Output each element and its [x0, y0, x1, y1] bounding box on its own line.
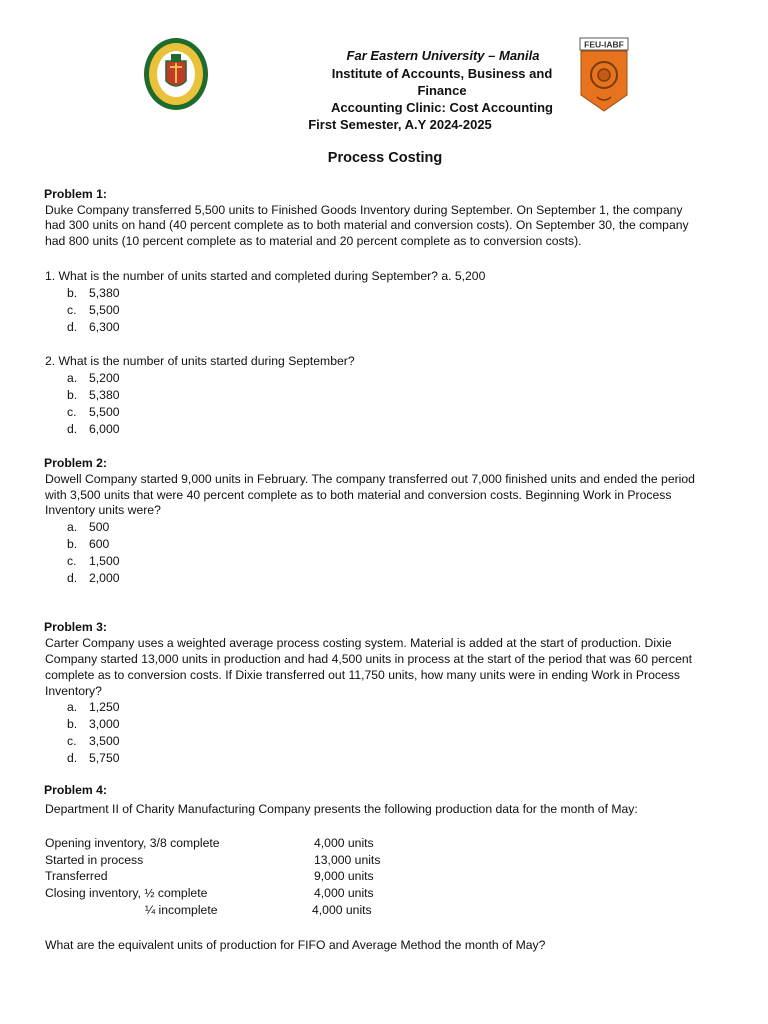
problem-1-text-line: had 300 units on hand (40 percent complete as to both material and conversion costs). On September 30, the company	[45, 218, 689, 232]
option-value: 5,380	[89, 388, 120, 402]
problem-2-text-line: with 3,500 units that were 40 percent complete as to both material and conversion costs. Beginning Work in Process	[45, 488, 672, 502]
option-value: 5,750	[89, 751, 120, 765]
option-letter: a.	[67, 520, 78, 534]
problem-3-text-line: complete as to conversion costs. If Dixie transferred out 11,750 units, how many units were in ending Work in Process	[45, 668, 680, 682]
option-letter: d.	[67, 571, 78, 585]
option-letter: b.	[67, 717, 78, 731]
feu-iabf-logo	[579, 37, 629, 112]
problem-1-text-line: had 800 units (10 percent complete as to material and 20 percent complete as to conversion costs).	[45, 234, 582, 248]
problem-3-text-line: Company started 13,000 units in production and had 4,500 units in process at the start of the period that was 60 percent	[45, 652, 693, 666]
problem-4-question: What are the equivalent units of production for FIFO and Average Method the month of May?	[45, 938, 546, 952]
option-value: 3,500	[89, 734, 120, 748]
option-letter: c.	[67, 405, 77, 419]
option-value: 6,300	[89, 320, 120, 334]
production-row-label: Opening inventory, 3/8 complete	[45, 836, 220, 850]
option-value: 5,500	[89, 303, 120, 317]
problem-1-text-line: Duke Company transferred 5,500 units to Finished Goods Inventory during September. On September 1, the company	[45, 203, 683, 217]
production-row-label: ¼ incomplete	[145, 903, 218, 917]
problem-2-text-line: Inventory units were?	[45, 503, 161, 517]
university-name: Far Eastern University – Manila	[346, 48, 540, 63]
option-letter: d.	[67, 422, 78, 436]
feu-seal-logo	[143, 37, 209, 111]
option-value: 2,000	[89, 571, 120, 585]
feu-iabf-label: FEU-IABF	[584, 39, 624, 50]
question-1-stem: 1. What is the number of units started and completed during September? a. 5,200	[45, 269, 486, 283]
option-value: 600	[89, 537, 110, 551]
clinic-title: Accounting Clinic: Cost Accounting	[331, 100, 553, 115]
production-row-value: 4,000 units	[314, 836, 374, 850]
production-row-value: 4,000 units	[314, 886, 374, 900]
option-value: 5,380	[89, 286, 120, 300]
problem-3-heading: Problem 3:	[44, 620, 107, 634]
option-letter: c.	[67, 734, 77, 748]
option-letter: b.	[67, 286, 78, 300]
option-letter: c.	[67, 303, 77, 317]
option-value: 500	[89, 520, 110, 534]
option-letter: a.	[67, 700, 78, 714]
problem-4-heading: Problem 4:	[44, 783, 107, 797]
option-letter: c.	[67, 554, 77, 568]
option-letter: d.	[67, 751, 78, 765]
problem-4-intro: Department II of Charity Manufacturing Company presents the following production data for the month of May:	[45, 802, 638, 816]
institute-line-2: Finance	[417, 83, 467, 98]
option-value: 5,200	[89, 371, 120, 385]
problem-3-text-line: Carter Company uses a weighted average process costing system. Material is added at the start of production. Dixie	[45, 636, 672, 650]
problem-2-heading: Problem 2:	[44, 456, 107, 470]
production-row-value: 4,000 units	[312, 903, 372, 917]
question-2-stem: 2. What is the number of units started during September?	[45, 354, 355, 368]
option-letter: d.	[67, 320, 78, 334]
production-row-label: Transferred	[45, 869, 108, 883]
problem-2-text-line: Dowell Company started 9,000 units in February. The company transferred out 7,000 finished units and ended the period	[45, 472, 695, 486]
option-value: 6,000	[89, 422, 120, 436]
option-value: 1,250	[89, 700, 120, 714]
production-row-label: Closing inventory, ½ complete	[45, 886, 208, 900]
option-letter: b.	[67, 388, 78, 402]
production-row-value: 13,000 units	[314, 853, 381, 867]
option-value: 3,000	[89, 717, 120, 731]
option-letter: b.	[67, 537, 78, 551]
problem-1-heading: Problem 1:	[44, 187, 107, 201]
semester: First Semester, A.Y 2024-2025	[308, 117, 492, 132]
option-letter: a.	[67, 371, 78, 385]
institute-line-1: Institute of Accounts, Business and	[331, 66, 553, 81]
production-row-value: 9,000 units	[314, 869, 374, 883]
problem-3-text-line: Inventory?	[45, 684, 102, 698]
option-value: 5,500	[89, 405, 120, 419]
page-title: Process Costing	[327, 150, 443, 166]
production-row-label: Started in process	[45, 853, 144, 867]
option-value: 1,500	[89, 554, 120, 568]
